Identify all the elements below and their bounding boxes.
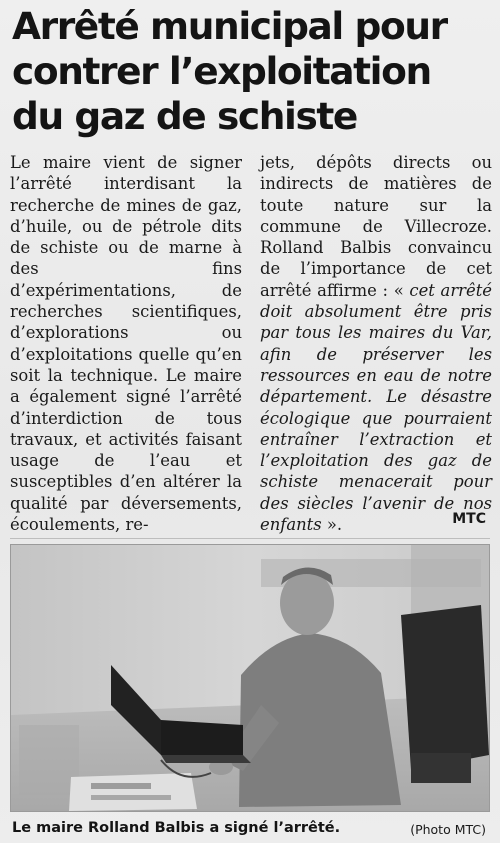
mayor-at-desk-illustration (11, 545, 490, 812)
article-headline: Arrêté municipal pour contrer l’exploitation du gaz de schiste (12, 4, 447, 138)
article-body-right-text: jets, dépôts directs ou indirects de matières de toute nature sur la commune de Villecroze. Rolland Balbis convaincu de l’importance de cet arrêté affirme : « (260, 153, 492, 300)
article-byline: MTC (452, 511, 486, 527)
photo-credit: (Photo MTC) (410, 822, 486, 837)
section-divider (10, 538, 490, 539)
article-column-left (10, 152, 242, 535)
article-column-right (260, 152, 492, 535)
photo-caption: Le maire Rolland Balbis a signé l’arrêté. (12, 820, 341, 836)
article-body-right (260, 152, 492, 535)
article-photo (10, 544, 490, 812)
quote-close: ». (326, 515, 343, 535)
mayor-quote: cet arrêté doit absolument être pris par tous les maires du Var, afin de préserver les ressources en eau de notre département. Le désastre écologique que pourraient entraîner l’extraction et l’exploitation des gaz de schiste menacerait pour des siècles l’avenir de nos enfants (260, 280, 492, 535)
article-body-left: Le maire vient de signer l’arrêté interdisant la recherche de mines de gaz, d’huile, ou de pétrole dits de schiste ou de marne à des fins d’expérimentations, de recherches scientifiques, d’explorations ou d’exploitations quelle qu’en soit la technique. Le maire a également signé l’arrêté d’interdiction de tous travaux, et activités faisant usage de l’eau et susceptibles d’en altérer la qualité par déversements, écoulements, re- (10, 153, 242, 535)
